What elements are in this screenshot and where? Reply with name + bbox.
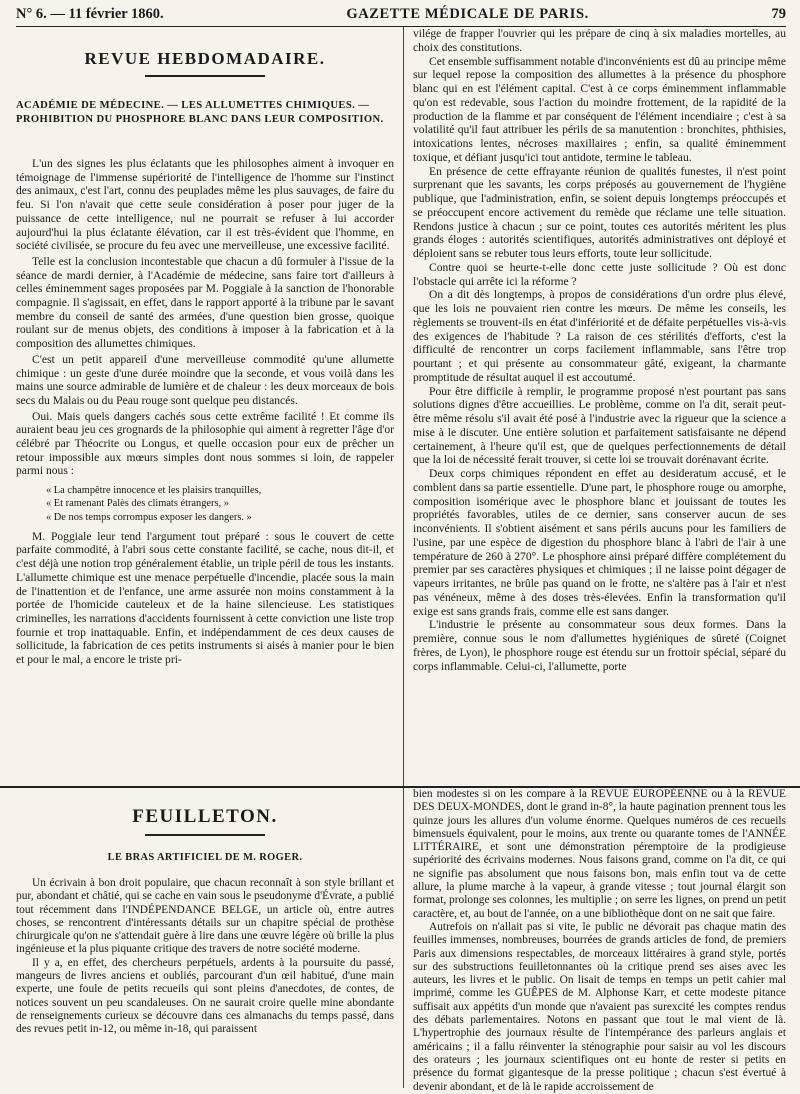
poem-line: « Et ramenant Palès des climats étrangers, »: [46, 498, 229, 510]
paragraph: L'un des signes les plus éclatants que les philosophes aiment à invoquer en témoignage de l'immense supériorité de l'intelligence de l'homme sur l'instinct des animaux, c'est l'art, connu des peuplades même les plus sauvages, de faire du feu. Si l'on n'avait que cette seule considération à poser pour juger de la puissance de cette intelligence, nul ne pourrait se refuser à lui accorder aujourd'hui la plus éclatante élévation, car il est très-évident que l'homme, en société civilisée, se procure du feu avec une merveilleuse, une excessive facilité.: [16, 157, 394, 253]
paragraph: L'industrie le présente au consommateur sous deux formes. Dans la première, connue sous le nom d'allumettes hygiéniques de sûreté (Coignet frères, de Lyon), le phosphore rouge est étendu sur un frottoir spécial, séparé du corps inflammable. Celui-ci, l'allumette, porte: [413, 618, 786, 673]
paragraph: C'est un petit appareil d'une merveilleuse commodité qu'une allumette chimique : un geste d'une durée moindre que la seconde, et vous voilà dans les mains une source admirable de lumière et de chaleur : les deux morceaux de bois secs du Malais ou du Peau rouge sont quelque peu distancés.: [16, 352, 394, 407]
paragraph: Il y a, en effet, des chercheurs perpétuels, ardents à la poursuite du passé, mangeurs de livres anciens et oubliés, parcourant d'un œil habitué, d'une main experte, une foule de petits recueils qui sont pleins d'anecdotes, de contes, de notices souvent un peu scandaleuses. On ne saurait croire quelle mine abondante de renseignements curieux se découvre dans ces almanachs du temps passé, dans des revues petit in-12, ou même in-18, qui paraissent: [16, 956, 394, 1036]
poem-line: « De nos temps corrompus exposer les dangers. »: [46, 511, 252, 523]
journal-title: GAZETTE MÉDICALE DE PARIS.: [346, 6, 589, 22]
feuilleton-subhead: LE BRAS ARTIFICIEL DE M. ROGER.: [107, 852, 303, 863]
title-rule: [145, 834, 265, 836]
revue-right-column: [404, 27, 786, 786]
feuilleton-section: [16, 788, 786, 1093]
revue-title: REVUE HEBDOMADAIRE.: [84, 49, 326, 68]
paragraph: En présence de cette effrayante réunion de qualités funestes, il n'est point surprenant que les savants, les corps préposés au gouvernement de l'hygiène publique, que l'administration, enfin, se soient depuis longtemps préoccupés et se préoccupent encore activement du remède que réclame une telle situation. Rendons justice à chacun ; sur ce point, toutes ces autorités méritent les plus grands éloges : autorités scientifiques, autorités administratives ont déployé et déploient sans se rebuter tous leurs efforts, toute leur sollicitude.: [413, 164, 786, 260]
revue-subhead: ACADÉMIE DE MÉDECINE. — LES ALLUMETTES CHIMIQUES. — PROHIBITION DU PHOSPHORE BLANC DANS LEUR COMPOSITION.: [16, 100, 384, 125]
paragraph: On a dit dès longtemps, à propos de considérations d'un ordre plus élevé, que les lois ne pouvaient rien contre les mœurs. De même les conseils, les règlements se trouvent-ils en état d'infériorité et de défaite perpétuelles vis-à-vis des exigences de l'habitude ? La raison de ces stérilités d'efforts, c'est la difficulté de rencontrer un corps facilement inflammable, sans l'être trop pourtant ; et qui présente au consommateur gâté, exigeant, la charmante promptitude de résultat auquel il est accoutumé.: [413, 288, 786, 384]
masthead: [16, 6, 786, 24]
feuilleton-right-column: [404, 788, 786, 1093]
paragraph: Contre quoi se heurte-t-elle donc cette juste sollicitude ? Où est donc l'obstacle qui arrête ici la réforme ?: [413, 260, 786, 288]
paragraph-continued: vilége de frapper l'ouvrier qui les prépare de cinq à six maladies mortelles, au choix des constitutions.: [413, 27, 786, 54]
paragraph: Pour être difficile à remplir, le programme proposé n'est pourtant pas sans solutions dignes d'être accueillies. Le problème, comme on l'a dit, serait peut-être même résolu s'il avait été posé à l'industrie avec la rigueur que la science a mise à le discuter. Une entière solution et parfaitement satisfaisante ne dépend certainement, à l'heure qu'il est, que de quelques perfectionnements de détail que la loi de nécessité ferait trouver, si cette loi se trouvait dorénavant écrite.: [413, 384, 786, 467]
feuilleton-left-column: [16, 788, 404, 1088]
paragraph-continued: bien modestes si on les compare à la REVUE EUROPÉENNE ou à la REVUE DES DEUX-MONDES, dont le grand in-8°, la haute pagination prennent tous les quinze jours les allures d'un volume énorme. Quelques numéros de ces recueils bimensuels équivalent, pour le moins, aux trente ou quarante tomes de l'ANNÉE LITTÉRAIRE, et sont une démonstration péremptoire de la prodigieuse supériorité des écrivains modernes. Nous faisons grand, comme on l'a dit, ce qui ne signifie pas absolument que nous faisons bon, mais enfin tout va de cette allure, la plume marche à la vapeur, à grande vitesse ; tout journal élargit son format, prolonge ses colonnes, les multiplie ; on serre les lignes, on prend un petit caractère, et, au bout de l'année, on a une bibliothèque dont on ne sait que faire.: [413, 788, 786, 920]
revue-left-column: [16, 27, 404, 786]
poem-quote: [46, 484, 394, 524]
revue-section: [16, 27, 786, 786]
paragraph: Un écrivain à bon droit populaire, que chacun reconnaît à son style brillant et pur, abondant et châtié, qui se cache en vain sous le pseudonyme d'Évrate, a publié tout récemment dans l'INDÉPENDANCE BELGE, un article où, entre autres choses, se rencontrent d'intéressants détails sur un chapitre spécial de prothèse chirurgicale qu'on ne s'attendait guère à lire dans une œuvre légère où brille la plus ingénieuse et la plus piquante critique des travers de notre société moderne.: [16, 877, 394, 956]
issue-date: N° 6. — 11 février 1860.: [16, 6, 164, 22]
paragraph: Deux corps chimiques répondent en effet au desideratum accusé, et le comblent dans sa partie essentielle. D'une part, le phosphore rouge ou amorphe, composition isomérique avec le phosphore blanc et jouissant de toutes les propriétés favorables, utiles de ce dernier, sans conserver aucun de ses inconvénients. Il s'obtient aisément et sans périls aucuns pour les familiers de l'usine, par une espèce de digestion du phosphore blanc à l'abri de l'air à une température de 260 à 270°. Le phosphore ainsi préparé diffère complétement du premier par ses caractères physiques et chimiques ; il ne laisse point dégager de vapeurs irritantes, ne brûle pas quand on le frotte, ne s'altère pas à l'air et n'est pas vénéneux, même à des doses très-élevées. Enfin la transformation qu'il exige est sans grands frais, comme elle est sans danger.: [413, 467, 786, 618]
page-number: 79: [771, 6, 786, 22]
title-rule: [145, 75, 265, 77]
paragraph: M. Poggiale leur tend l'argument tout préparé : sous le couvert de cette parfaite commodité, à l'abri sous cette constante facilité, se cache, nous dit-il, et c'est déjà une notion trop généralement établie, un triple péril de tous les instants. L'allumette chimique est une menace perpétuelle d'incendie, placée sous la main de l'inattention et de l'enfance, une arme assurée non moins constamment à la portée de l'homicide cauteleux et de la haine silencieuse. Les statistiques criminelles, les narrations d'accidents fournissent à cette conviction une liste trop fournie et trop inattaquable. Enfin, et indépendamment de ces deux causes de sollicitude, la fabrication de ces petits instruments si aisés à manier pour le bien et pour le mal, a encore le triste pri-: [16, 529, 394, 667]
paragraph: Telle est la conclusion incontestable que chacun a dû formuler à l'issue de la séance de mardi dernier, à l'Académie de médecine, sans faire tort d'ailleurs à celles éminemment sages proposées par M. Poggiale à la sanction de l'honorable compagnie. Il s'agissait, en effet, dans le rapport apporté à la tribune par le savant membre du conseil de santé des armées, d'une question bien grosse, quoique roulant sur de menus objets, des conditions à imposer à la fabrication et à la composition des allumettes chimiques.: [16, 254, 394, 351]
paragraph: Oui. Mais quels dangers cachés sous cette extrême facilité ! Et comme ils auraient beau jeu ces grognards de la philosophie qui aiment à regretter l'âge d'or célébré par Théocrite ou Longus, et quelle occasion pour eux de prêcher un retour impossible aux mœurs simples dont nous sommes si loin, de rappeler parmi nous :: [16, 409, 394, 478]
paragraph: Cet ensemble suffisamment notable d'inconvénients est dû au principe même sur lequel repose la composition des allumettes à la présence du phosphore blanc qui en est l'élément capital. C'est à ce corps éminemment inflammable qu'on est redevable, sous l'action du moindre frottement, de la rapidité de la production de la flamme et par conséquent de l'élément incendiaire ; c'est à sa volatilité qu'il faut attribuer les périls de sa manutention : bronchites, phthisies, intoxications lentes, nécroses maxillaires ; enfin, sa qualité éminemment toxique, et défiant jusqu'ici tout antidote, termine le tableau.: [413, 54, 787, 164]
poem-line: « La champêtre innocence et les plaisirs tranquilles,: [46, 485, 262, 497]
feuilleton-title: FEUILLETON.: [132, 806, 278, 827]
paragraph: Autrefois on n'allait pas si vite, le public ne dévorait pas chaque matin des feuilles immenses, nombreuses, bourrées de grands articles de fond, de premiers Paris aux dimensions respectables, de morceaux littéraires à grand style, portés sur des substructions feuilletonnantes où la critique prend ses aises avec les auteurs, les livres et le public. On lisait de temps en temps un petit cahier mal imprimé, comme les GUÊPES de M. Alphonse Karr, et cette modeste pitance suffisait aux appétits d'un monde que n'avaient pas surexcité les comptes rendus des débats parlementaires. Notons en passant que tout le mal vient de là. L'hypertrophie des journaux résulte de l'intempérance des parleurs anglais et américains ; il a fallu réinventer la sténographie pour saisir au vol les discours des orateurs ; les journaux scientifiques ont eu honte de rester si petits en présence du format gigantesque de la presse politique ; chacun s'est évertué à devenir abondant, et de là le rapide accroissement de: [413, 920, 786, 1093]
